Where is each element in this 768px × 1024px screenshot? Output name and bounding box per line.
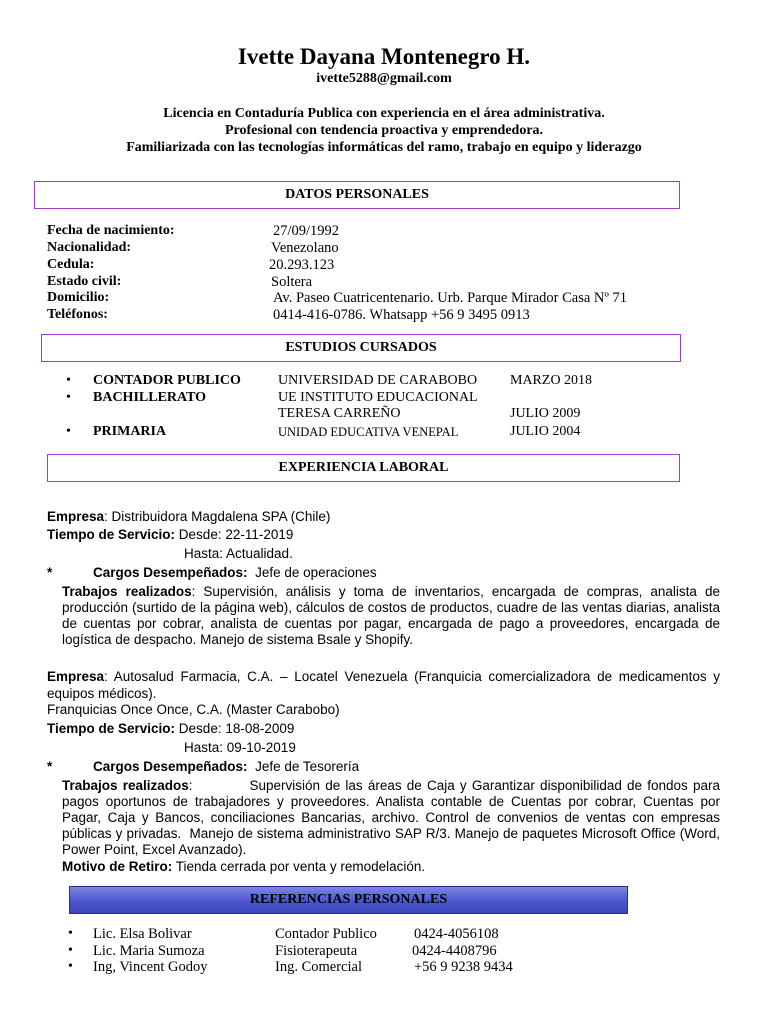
section-header-experience: EXPERIENCIA LABORAL <box>47 454 680 482</box>
job-company <box>47 509 330 524</box>
job-position-value: Jefe de Tesorería <box>255 759 360 774</box>
value-address: Av. Paseo Cuatricentenario. Urb. Parque Mirador Casa Nº 71 <box>273 290 628 306</box>
label-nationality: Nacionalidad: <box>47 240 132 255</box>
label-phones: Teléfonos: <box>47 307 108 322</box>
reference-bullet: • <box>68 926 73 941</box>
job-leave-reason <box>62 859 425 874</box>
job-tasks-value: : Supervisión de las áreas de Caja y Garantizar disponibilidad de fondos para pagos oportunos de trabajadores y proveedores. Analista contable de Cuentas por cobrar, Cuentas por Pagar, Caja y Bancos, conciliaciones Bancarias, archivo. Control de convenios de ventas con empresas públicas y privadas. Manejo de sistema administrativo SAP R/3. Manejo de paquetes Microsoft Office (Word, Power Point, Excel Avanzado). <box>62 778 724 857</box>
reference-name: Ing, Vincent Godoy <box>93 959 208 975</box>
value-phones: 0414-416-0786. Whatsapp +56 9 3495 0913 <box>273 307 530 323</box>
value-nationality: Venezolano <box>271 240 339 256</box>
study-bullet: • <box>66 373 71 388</box>
label-id: Cedula: <box>47 257 95 272</box>
job-tasks <box>62 778 724 858</box>
job-leave-label: Motivo de Retiro: <box>62 859 173 874</box>
job-position-label: Cargos Desempeñados: <box>93 565 248 580</box>
job-position-value: Jefe de operaciones <box>255 565 377 580</box>
label-birthdate: Fecha de nacimiento: <box>47 223 175 238</box>
job-company-value: : Distribuidora Magdalena SPA (Chile) <box>104 509 331 524</box>
study-date: MARZO 2018 <box>510 373 593 388</box>
reference-name: Lic. Maria Sumoza <box>93 943 205 959</box>
job-service-time <box>47 527 293 542</box>
job-star: * <box>47 565 53 580</box>
reference-profession: Ing. Comercial <box>275 959 362 975</box>
job-position <box>93 759 359 774</box>
job-service-time <box>47 721 294 736</box>
reference-phone: 0424-4408796 <box>412 943 497 959</box>
label-address: Domicilio: <box>47 290 110 305</box>
job-star: * <box>47 759 53 774</box>
job-company-label: Empresa <box>47 509 105 524</box>
reference-name: Lic. Elsa Bolivar <box>93 926 192 942</box>
candidate-name: Ivette Dayana Montenegro H. <box>237 44 531 69</box>
section-header-personal: DATOS PERSONALES <box>34 181 680 209</box>
job-leave-value: Tienda cerrada por venta y remodelación. <box>172 859 426 874</box>
reference-phone: 0424-4056108 <box>414 926 499 942</box>
study-date: JULIO 2004 <box>510 424 581 439</box>
job-service-until: Hasta: 09-10-2019 <box>184 740 296 755</box>
study-school-line-2: TERESA CARREÑO <box>278 406 401 421</box>
job-franchise: Franquicias Once Once, C.A. (Master Carabobo) <box>47 702 340 717</box>
job-tasks-value: : Supervisión, análisis y toma de inventarios, encargada de compras, analista de producción (surtido de la página web), cálculos de costos de productos, cuadre de las ventas diarias, analista de cuentas por cobrar, analista de cuentas por pagar, encargada de pago a proveedores, encargada de logística de despacho. Manejo de sistema Bsale y Shopify. <box>62 584 720 647</box>
job-service-label: Tiempo de Servicio: <box>47 721 176 736</box>
reference-bullet: • <box>68 943 73 958</box>
value-id: 20.293.123 <box>269 257 335 273</box>
summary-line-1: Licencia en Contaduría Publica con experiencia en el área administrativa. <box>163 106 605 121</box>
summary-line-2: Profesional con tendencia proactiva y emprendedora. <box>224 123 544 138</box>
job-tasks-label: Trabajos realizados <box>62 778 189 793</box>
value-birthdate: 27/09/1992 <box>273 223 340 239</box>
candidate-email: ivette5288@gmail.com <box>316 71 452 86</box>
study-school: UNIDAD EDUCATIVA VENEPAL <box>278 425 459 439</box>
study-date: JULIO 2009 <box>510 406 581 421</box>
job-service-from: Desde: 22-11-2019 <box>175 527 294 542</box>
job-company-value: : Autosalud Farmacia, C.A. – Locatel Venezuela (Franquicia comercializadora de medicamentos y equipos médicos). <box>47 669 720 701</box>
job-service-label: Tiempo de Servicio: <box>47 527 176 542</box>
reference-profession: Fisioterapeuta <box>275 943 358 959</box>
job-position-label: Cargos Desempeñados: <box>93 759 248 774</box>
reference-profession: Contador Publico <box>275 926 377 942</box>
section-header-references: REFERENCIAS PERSONALES <box>69 886 628 914</box>
study-bullet: • <box>66 390 71 405</box>
study-school: UNIVERSIDAD DE CARABOBO <box>278 373 478 388</box>
job-company <box>47 668 720 702</box>
value-civil-status: Soltera <box>271 274 313 290</box>
reference-phone: +56 9 9238 9434 <box>414 959 513 975</box>
job-tasks-label: Trabajos realizados <box>62 584 192 599</box>
study-degree: CONTADOR PUBLICO <box>93 373 241 388</box>
job-service-from: Desde: 18-08-2009 <box>175 721 295 736</box>
section-header-studies: ESTUDIOS CURSADOS <box>41 334 681 362</box>
study-school: UE INSTITUTO EDUCACIONAL <box>278 390 478 405</box>
reference-bullet: • <box>68 959 73 974</box>
study-degree: PRIMARIA <box>93 424 167 439</box>
summary-line-3: Familiarizada con las tecnologías informáticas del ramo, trabajo en equipo y liderazgo <box>126 140 642 155</box>
job-tasks <box>62 584 720 648</box>
study-bullet: • <box>66 424 71 439</box>
job-service-until: Hasta: Actualidad. <box>184 546 293 561</box>
label-civil-status: Estado civil: <box>47 274 122 289</box>
job-company-label: Empresa <box>47 669 105 684</box>
study-degree: BACHILLERATO <box>93 390 207 405</box>
job-position <box>93 565 377 580</box>
